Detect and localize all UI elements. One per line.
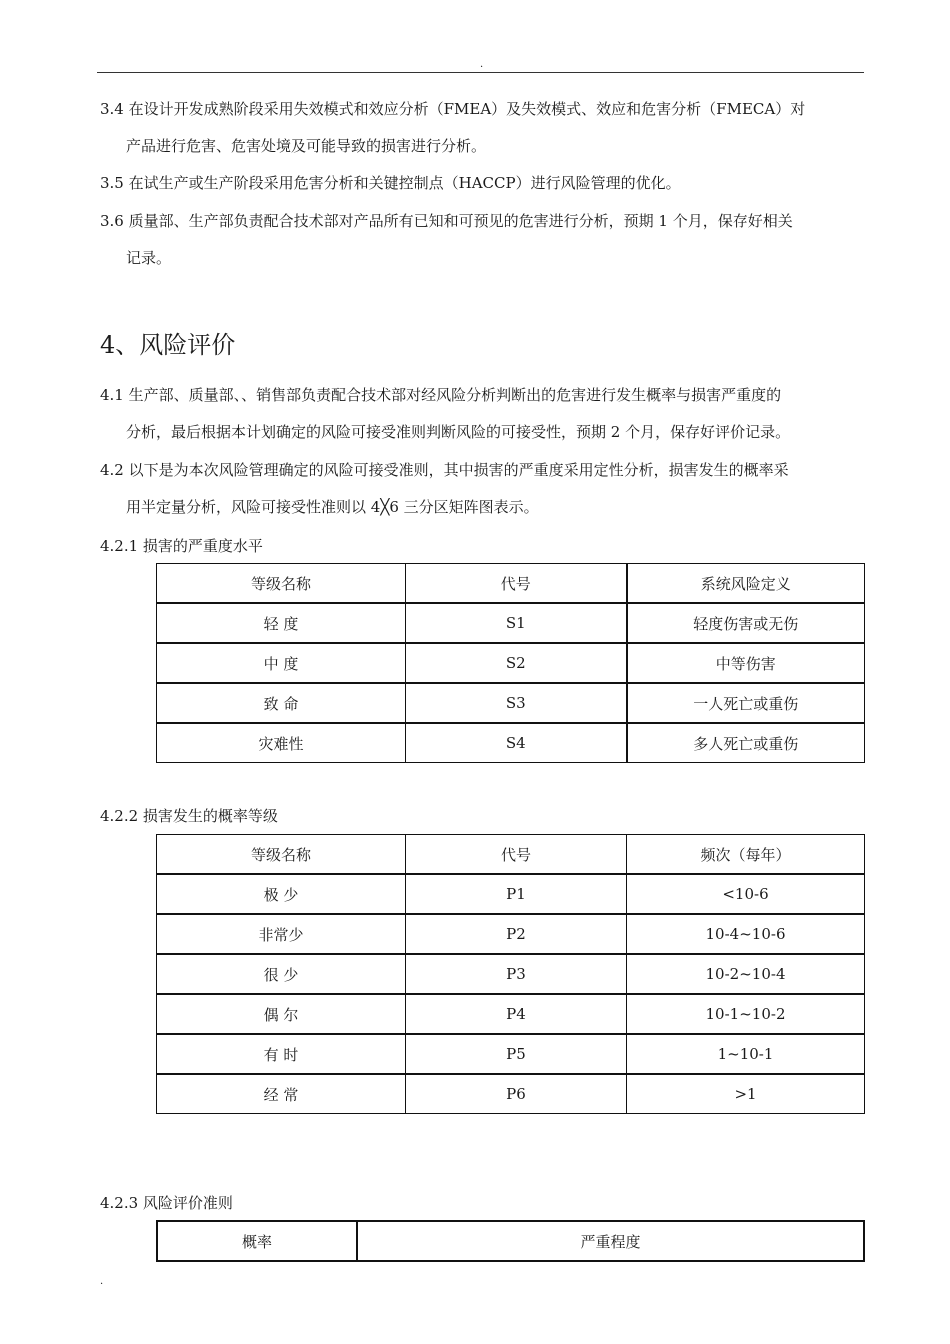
column-header: 代号 <box>406 835 627 875</box>
table-cell: P1 <box>406 874 627 914</box>
table-header-row <box>157 1221 864 1261</box>
paragraph-4-1 <box>100 377 865 451</box>
paragraph-line: 3.5 在试生产或生产阶段采用危害分析和关键控制点（HACCP）进行风险管理的优化。 <box>100 174 681 192</box>
column-header: 概率 <box>157 1221 357 1261</box>
table-row <box>157 723 865 763</box>
table-cell: 致 命 <box>157 683 406 723</box>
table-cell: 经 常 <box>157 1074 406 1114</box>
table-row <box>157 914 865 954</box>
column-header: 代号 <box>406 564 627 604</box>
column-header: 严重程度 <box>357 1221 864 1261</box>
table-cell: P4 <box>406 994 627 1034</box>
table-cell: 一人死亡或重伤 <box>627 683 865 723</box>
header-rule <box>97 72 864 73</box>
paragraph-4-2 <box>100 452 865 526</box>
column-header: 系统风险定义 <box>627 564 865 604</box>
paragraph-line: 3.6 质量部、生产部负责配合技术部对产品所有已知和可预见的危害进行分析，预期 1 个月，保存好相关 <box>100 212 793 230</box>
paragraph-line: 记录。 <box>126 249 172 267</box>
table-cell: 轻度伤害或无伤 <box>627 603 865 643</box>
column-header: 等级名称 <box>157 835 406 875</box>
severity-table <box>156 563 865 763</box>
criteria-table <box>156 1220 865 1262</box>
paragraph-line: 4.2 以下是为本次风险管理确定的风险可接受准则，其中损害的严重度采用定性分析，损害发生的概率采 <box>100 461 789 479</box>
table-header-row <box>157 835 865 875</box>
paragraph-3-5 <box>100 165 865 202</box>
table-cell: S3 <box>406 683 627 723</box>
table-row <box>157 954 865 994</box>
severity-caption: 4.2.1 损害的严重度水平 <box>100 537 263 555</box>
table-row <box>157 643 865 683</box>
table-cell: S4 <box>406 723 627 763</box>
probability-caption: 4.2.2 损害发生的概率等级 <box>100 807 278 825</box>
table-cell: S1 <box>406 603 627 643</box>
table-row <box>157 994 865 1034</box>
table-cell: 灾难性 <box>157 723 406 763</box>
paragraph-3-4 <box>100 91 865 165</box>
table-cell: 10-1~10-2 <box>627 994 865 1034</box>
table-cell: 10-4~10-6 <box>627 914 865 954</box>
table-row <box>157 1074 865 1114</box>
table-cell: >1 <box>627 1074 865 1114</box>
table-cell: 中等伤害 <box>627 643 865 683</box>
table-cell: P5 <box>406 1034 627 1074</box>
column-header: 等级名称 <box>157 564 406 604</box>
paragraph-line: 分析，最后根据本计划确定的风险可接受准则判断风险的可接受性，预期 2 个月，保存好评价记录。 <box>126 423 791 441</box>
table-cell: 有 时 <box>157 1034 406 1074</box>
table-cell: P6 <box>406 1074 627 1114</box>
criteria-caption: 4.2.3 风险评价准则 <box>100 1194 233 1212</box>
table-cell: <10-6 <box>627 874 865 914</box>
table-row <box>157 603 865 643</box>
section-4-title: 4、风险评价 <box>100 331 236 359</box>
table-cell: 10-2~10-4 <box>627 954 865 994</box>
table-cell: S2 <box>406 643 627 683</box>
paragraph-line: 3.4 在设计开发成熟阶段采用失效模式和效应分析（FMEA）及失效模式、效应和危害分析（FMECA）对 <box>100 100 806 118</box>
table-cell: 1~10-1 <box>627 1034 865 1074</box>
table-row <box>157 1034 865 1074</box>
header-mark: . <box>480 59 484 70</box>
table-cell: 非常少 <box>157 914 406 954</box>
table-header-row <box>157 564 865 604</box>
paragraph-line: 用半定量分析，风险可接受性准则以 4╳6 三分区矩阵图表示。 <box>126 498 539 516</box>
table-cell: 很 少 <box>157 954 406 994</box>
table-cell: 中 度 <box>157 643 406 683</box>
paragraph-3-6 <box>100 203 865 277</box>
table-cell: 极 少 <box>157 874 406 914</box>
table-row <box>157 683 865 723</box>
table-row <box>157 874 865 914</box>
probability-table <box>156 834 865 1114</box>
table-cell: 偶 尔 <box>157 994 406 1034</box>
table-cell: 多人死亡或重伤 <box>627 723 865 763</box>
table-cell: P3 <box>406 954 627 994</box>
footer-mark: . <box>100 1276 104 1287</box>
column-header: 频次（每年） <box>627 835 865 875</box>
paragraph-line: 产品进行危害、危害处境及可能导致的损害进行分析。 <box>126 137 487 155</box>
table-cell: P2 <box>406 914 627 954</box>
paragraph-line: 4.1 生产部、质量部、、销售部负责配合技术部对经风险分析判断出的危害进行发生概率与损害严重度的 <box>100 386 782 404</box>
table-cell: 轻 度 <box>157 603 406 643</box>
